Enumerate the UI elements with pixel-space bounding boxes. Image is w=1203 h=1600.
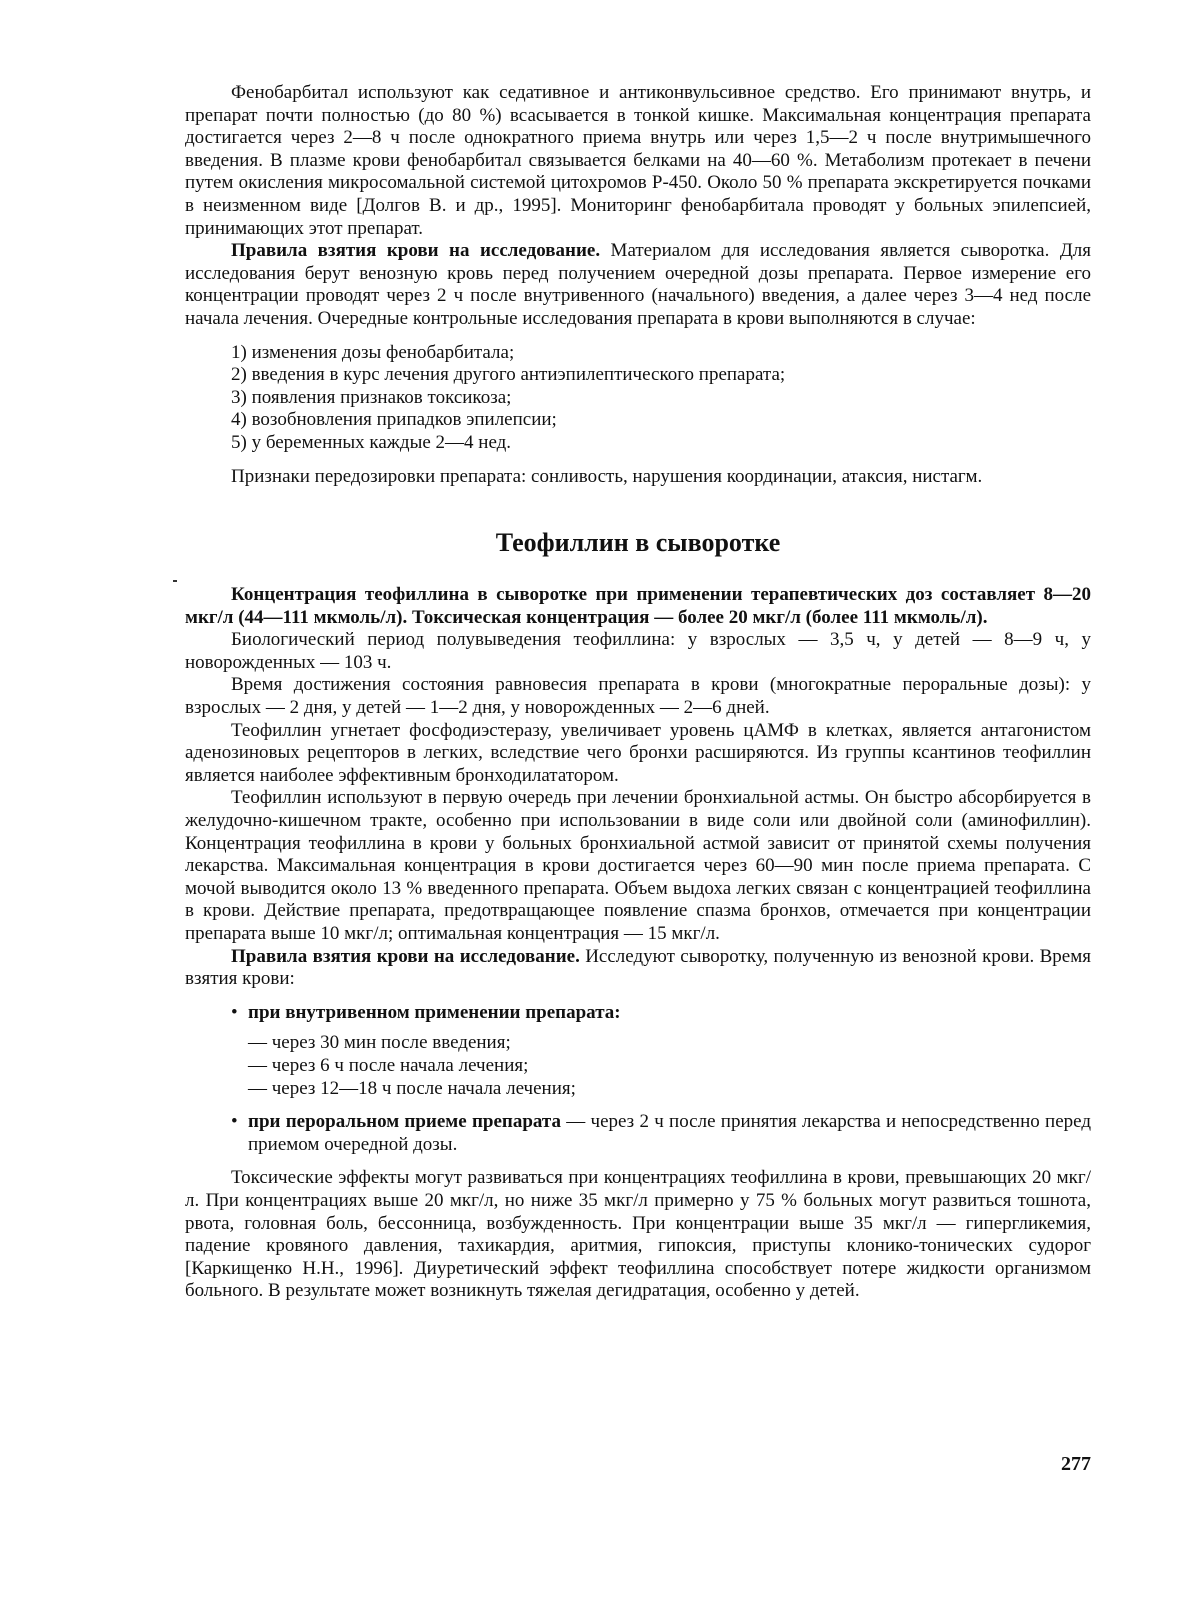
bullet-oral <box>185 1111 1091 1156</box>
document-page <box>185 82 1091 1303</box>
list-item: 3) появления признаков токсикоза; <box>231 386 512 408</box>
phenobarbital-paragraph: Фенобарбитал используют как седативное и антиконвульсивное средство. Его принимают внутрь, и препарат почти полностью (до 80 %) всасывается в тонкой кишке. Максимальная концентрация препарата достигается через 2—8 ч после однократного приема внутрь или через 1,5—2 ч после внутримышечного введения. В плазме крови фенобарбитал связывается белками на 40—60 %. Метаболизм протекает в печени путем окисления микросомальной системой цитохромов Р-450. Около 50 % препарата экскретируется почками в неизменном виде [Долгов В. и др., 1995]. Мониторинг фенобарбитала проводят у больных эпилепсией, принимающих этот препарат. <box>185 82 1091 239</box>
bullet-label: при пероральном приеме препарата <box>248 1111 561 1133</box>
list-item: 2) введения в курс лечения другого антиэпилептического препарата; <box>231 364 786 386</box>
list-item: 4) возобновления припадков эпилепсии; <box>231 409 557 431</box>
bullet-icon: • <box>231 1111 238 1133</box>
concentration-intro: Концентрация теофиллина в сыворотке при применении терапевтических доз составляет 8—20 мкг/л (44—111 мкмоль/л). Токсическая концентрация — более 20 мкг/л (более 111 мкмоль/л). <box>185 584 1091 628</box>
rules-text: Исследуют сыворотку, полученную из венозной крови. Время взятия крови: <box>185 945 1091 990</box>
rules-text: Материалом для исследования является сыворотка. Для исследования берут венозную кровь перед получением очередной дозы препарата. Первое измерение его концентрации проводят через 2 ч после внутривенного (начального) введения, а далее через 3—4 нед после начала лечения. Очередные контрольные исследования препарата в крови выполняются в случае: <box>185 240 1091 329</box>
overdose-paragraph: Признаки передозировки препарата: сонливость, нарушения координации, атаксия, нистагм. <box>231 465 983 487</box>
rules-label: Правила взятия крови на исследование. <box>231 240 601 262</box>
half-life-paragraph: Биологический период полувыведения теофиллина: у взрослых — 3,5 ч, у детей — 8—9 ч, у новорожденных — 103 ч. <box>185 629 1091 673</box>
rules-label: Правила взятия крови на исследование. <box>231 945 580 967</box>
list-item: — через 30 мин после введения; <box>248 1032 511 1054</box>
bullet-text: — через 2 ч после принятия лекарства и непосредственно перед приемом очередной дозы. <box>248 1111 1091 1155</box>
usage-paragraph: Теофиллин используют в первую очередь при лечении бронхиальной астмы. Он быстро абсорбируется в желудочно-кишечном тракте, особенно при использовании в виде соли или двойной соли (аминофиллин). Концентрация теофиллина в крови у больных бронхиальной астмой зависит от принятой схемы получения лекарства. Максимальная концентрация в крови достигается через 60—90 мин после приема препарата. С мочой выводится около 13 % введенного препарата. Объем выдоха легких связан с концентрацией теофиллина в крови. Действие препарата, предотвращающее появление спазма бронхов, отмечается при концентрации препарата выше 10 мкг/л; оптимальная концентрация — 15 мкг/л. <box>185 787 1091 944</box>
timing-list <box>185 1032 1091 1100</box>
toxicity-paragraph: Токсические эффекты могут развиваться при концентрациях теофиллина в крови, превышающих 20 мкг/л. При концентрациях выше 20 мкг/л, но ниже 35 мкг/л примерно у 75 % больных могут развиться тошнота, рвота, головная боль, бессонница, возбужденность. При концентрации выше 35 мкг/л — гипергликемия, падение кровяного давления, тахикардия, аритмия, гипоксия, приступы клонико-тонических судорог [Каркищенко Н.Н., 1996]. Диуретический эффект теофиллина способствует потере жидкости организмом больного. В результате может возникнуть тяжелая дегидратация, особенно у детей. <box>185 1167 1091 1302</box>
mechanism-paragraph: Теофиллин угнетает фосфодиэстеразу, увеличивает уровень цАМФ в клетках, является антагонистом аденозиновых рецепторов в легких, вследствие чего бронхи расширяются. Из группы ксантинов теофиллин является наиболее эффективным бронходилататором. <box>185 719 1091 786</box>
section-title: Теофиллин в сыворотке <box>495 528 781 558</box>
bullet-icon: • <box>231 1001 238 1023</box>
bullet-iv <box>185 1002 1091 1025</box>
equilibrium-paragraph: Время достижения состояния равновесия препарата в крови (многократные пероральные дозы): у взрослых — 2 дня, у детей — 1—2 дня, у новорожденных — 2—6 дней. <box>185 674 1091 719</box>
theophylline-rules-paragraph <box>185 946 1091 991</box>
margin-mark <box>173 580 177 582</box>
list-item: 5) у беременных каждые 2—4 нед. <box>231 431 512 453</box>
indications-list <box>185 342 1091 455</box>
phenobarbital-rules-paragraph <box>185 240 1091 330</box>
page-number: 277 <box>1061 1453 1091 1475</box>
list-item: — через 6 ч после начала лечения; <box>248 1054 529 1076</box>
list-item: 1) изменения дозы фенобарбитала; <box>231 341 515 363</box>
bullet-label: при внутривенном применении препарата: <box>248 1001 621 1023</box>
list-item: — через 12—18 ч после начала лечения; <box>248 1077 576 1099</box>
